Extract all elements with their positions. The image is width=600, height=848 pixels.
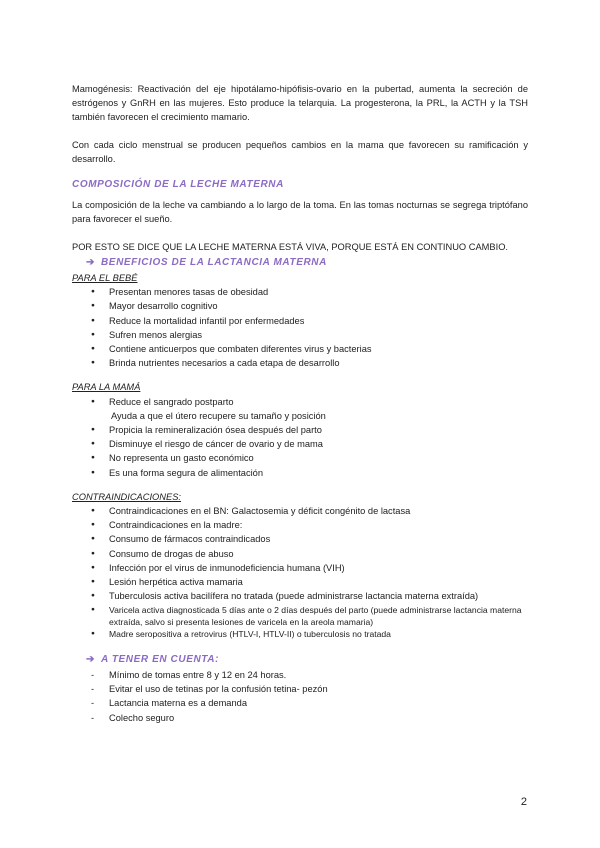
list-item: - Lactancia materna es a demanda [72,696,528,710]
list-item: ● Contraindicaciones en el BN: Galactosemia y déficit congénito de lactasa [72,504,528,518]
list-item: ● Reduce la mortalidad infantil por enfermedades [72,314,528,328]
list-item: ● Consumo de drogas de abuso [72,547,528,561]
mama-list-rest [72,423,528,480]
tener-en-cuenta-heading-text: A TENER EN CUENTA: [100,653,220,665]
composicion-paragraph: La composición de la leche va cambiando a lo largo de la toma. En las tomas nocturnas se segrega triptófano para favorecer el sueño. [72,200,528,225]
list-item: ● No representa un gasto económico [72,451,528,465]
para-el-bebe-title: PARA EL BEBÉ [72,273,138,284]
contraindicaciones-title: CONTRAINDICACIONES: [72,491,181,502]
bebe-list [72,285,528,370]
tener-en-cuenta-heading [86,653,528,667]
tener-en-cuenta-list [72,668,528,725]
list-item: - Mínimo de tomas entre 8 y 12 en 24 horas. [72,668,528,682]
mamogenesis-paragraph: Mamogénesis: Reactivación del eje hipotálamo-hipófisis-ovario en la pubertad, aumenta la secreción de estrógenos y GnRH en las mujeres. Esto produce la telarquia. La progesterona, la PRL, la ACTH y la TSH también favorecen el crecimiento mamario. [72,84,528,123]
list-item: - Colecho seguro [72,711,528,725]
list-item: ● Mayor desarrollo cognitivo [72,299,528,313]
document-page [72,82,528,725]
list-item: - Evitar el uso de tetinas por la confusión tetina- pezón [72,682,528,696]
list-item: ● Infección por el virus de inmunodeficiencia humana (VIH) [72,561,528,575]
arrow-right-icon: ➔ [86,256,95,268]
arrow-right-icon: ➔ [86,653,95,665]
list-item: ● Contraindicaciones en la madre: [72,518,528,532]
ciclo-menstrual-paragraph: Con cada ciclo menstrual se producen pequeños cambios en la mama que favorecen su ramificación y desarrollo. [72,139,528,164]
list-item: ● Varicela activa diagnosticada 5 días ante o 2 días después del parto (puede administrarse lactancia materna extraída, salvo si presenta lesiones de varicela en la areola mamaria) [72,604,528,629]
list-item-continuation: Ayuda a que el útero recupere su tamaño y posición [111,410,326,421]
page-number: 2 [520,796,527,808]
list-item: ● Sufren menos alergias [72,328,528,342]
list-item: ● Es una forma segura de alimentación [72,466,528,480]
composicion-heading: COMPOSICIÓN DE LA LECHE MATERNA [72,179,284,191]
mama-list [72,395,528,409]
list-item: ● Madre seropositiva a retrovirus (HTLV-I, HTLV-II) o tuberculosis no tratada [72,628,528,640]
para-la-mama-title: PARA LA MAMÁ [72,382,141,393]
beneficios-heading [86,256,528,270]
beneficios-heading-text: BENEFICIOS DE LA LACTANCIA MATERNA [100,256,327,268]
list-item: ● Consumo de fármacos contraindicados [72,532,528,546]
list-item: ● Contiene anticuerpos que combaten diferentes virus y bacterias [72,342,528,356]
list-item: ● Disminuye el riesgo de cáncer de ovario y de mama [72,437,528,451]
list-item: ● Brinda nutrientes necesarios a cada etapa de desarrollo [72,356,528,370]
list-item: ● Lesión herpética activa mamaria [72,575,528,589]
leche-viva-paragraph: POR ESTO SE DICE QUE LA LECHE MATERNA ESTÁ VIVA, PORQUE ESTÁ EN CONTINUO CAMBIO. [72,241,509,252]
list-item: ● Tuberculosis activa bacilífera no tratada (puede administrarse lactancia materna extraída) [72,589,528,603]
list-item: ● Reduce el sangrado postparto [72,395,528,409]
contraindicaciones-list [72,504,528,641]
list-item: ● Presentan menores tasas de obesidad [72,285,528,299]
list-item: ● Propicia la remineralización ósea después del parto [72,423,528,437]
